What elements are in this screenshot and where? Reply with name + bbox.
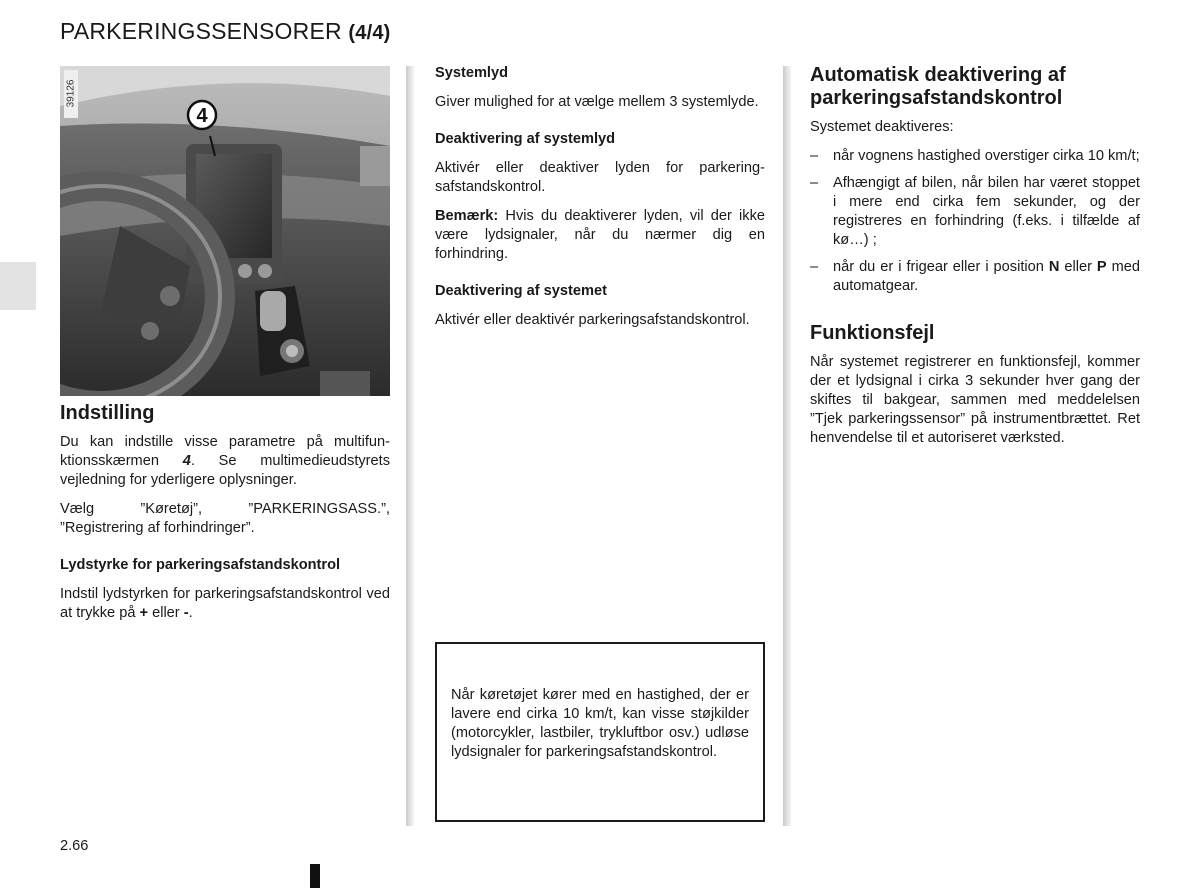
gear-n: N bbox=[1048, 259, 1060, 275]
dashboard-illustration bbox=[60, 66, 390, 396]
note-label: Bemærk: bbox=[435, 208, 499, 224]
info-box-text: Når køretøjet kører med en hastighed, der er lavere end cirka 10 km/t, kan visse støjkilder (motorcykler, lastbiler, trykluftbor osv.) udløse lydsignaler for parkeringsafstandskontrol. bbox=[451, 687, 749, 760]
plus-symbol: + bbox=[139, 605, 149, 621]
paragraph-funktionsfejl: Når systemet registrerer en funktionsfejl, kommer der et lydsignal i cirka 3 sekunder hver gang der skiftes til bakgear, sammen med meddelelsen ”Tjek parkeringssensor” på instrumentbrættet. Ret henvendelse til et autoriseret værksted. bbox=[810, 354, 1140, 446]
list-item: – Afhængigt af bilen, når bilen har været stoppet i mere end cirka fem sekunder, og der registreres en forhindring (f.eks. i tilfælde af kø…) ; bbox=[810, 174, 1140, 250]
text-run: med automatgear. bbox=[833, 259, 1141, 294]
text-run: Hvis du deaktiverer lyden, vil der ikke være lydsignaler, når du nærmer dig en forhindring. bbox=[435, 208, 765, 262]
text-run: Indstil lydstyrken for parkeringsafstandskontrol ved at trykke på bbox=[60, 586, 390, 621]
section-heading-funktionsfejl: Funktionsfejl bbox=[810, 322, 935, 344]
gear-p: P bbox=[1096, 259, 1107, 275]
paragraph-deaktivering-system: Aktivér eller deaktivér parkeringsafstandskontrol. bbox=[435, 312, 750, 328]
list-item bbox=[810, 258, 1140, 296]
screen-reference: 4 bbox=[182, 453, 191, 469]
column-right bbox=[810, 64, 1140, 458]
image-code-label: 39126 bbox=[65, 79, 77, 108]
sub-heading-systemlyd: Systemlyd bbox=[435, 65, 509, 81]
chapter-tab bbox=[0, 262, 36, 310]
dashboard-photo bbox=[60, 66, 390, 396]
section-heading-indstilling: Indstilling bbox=[60, 402, 155, 424]
column-divider bbox=[406, 66, 414, 826]
paragraph-intro: Systemet deaktiveres: bbox=[810, 119, 954, 135]
text-run: eller bbox=[1059, 259, 1097, 275]
paragraph-volume bbox=[60, 585, 390, 623]
paragraph-menu-path: Vælg ”Køretøj”, ”PARKERINGSASS.”, ”Registrering af forhindringer”. bbox=[60, 501, 390, 536]
page-number: 2.66 bbox=[60, 838, 89, 854]
section-heading-auto-deactivation: Automatisk deaktivering af parkeringsafstandskontrol bbox=[810, 64, 1066, 109]
text-run: eller bbox=[148, 605, 184, 621]
sub-heading-deaktivering-system: Deaktivering af systemet bbox=[435, 283, 607, 299]
paragraph-note bbox=[435, 207, 765, 264]
column-divider bbox=[783, 66, 791, 826]
list-item: – når vognens hastighed overstiger cirka 10 km/t; bbox=[810, 147, 1140, 166]
deactivation-list bbox=[810, 147, 1140, 296]
paragraph-settings bbox=[60, 433, 390, 490]
text-run: når du er i frigear eller i position bbox=[833, 259, 1049, 275]
column-left bbox=[60, 402, 390, 633]
sub-heading-deaktivering-lyd: Deaktivering af systemlyd bbox=[435, 131, 616, 147]
sub-heading-volume: Lydstyrke for parkeringsafstandskontrol bbox=[60, 557, 341, 573]
text-run: . bbox=[188, 605, 193, 621]
text-run: Du kan indstille visse parametre på multifunktionsskærmen bbox=[60, 434, 390, 469]
print-crop-mark bbox=[310, 864, 320, 888]
callout-number: 4 bbox=[196, 105, 208, 127]
page-title-main: PARKERINGSSENSORER bbox=[60, 18, 342, 44]
paragraph-systemlyd: Giver mulighed for at vælge mellem 3 systemlyde. bbox=[435, 94, 759, 110]
image-reference-code bbox=[64, 70, 78, 118]
column-middle bbox=[435, 64, 765, 340]
page-title-part: (4/4) bbox=[348, 22, 391, 44]
minus-symbol: - bbox=[183, 605, 189, 621]
info-box bbox=[435, 642, 765, 822]
page-title bbox=[60, 18, 391, 45]
text-run: . Se multimedieudstyrets vejledning for yderligere oplysninger. bbox=[60, 453, 390, 488]
paragraph-deaktivering-lyd: Aktivér eller deaktiver lyden for parkeringsafstandskontrol. bbox=[435, 160, 765, 195]
